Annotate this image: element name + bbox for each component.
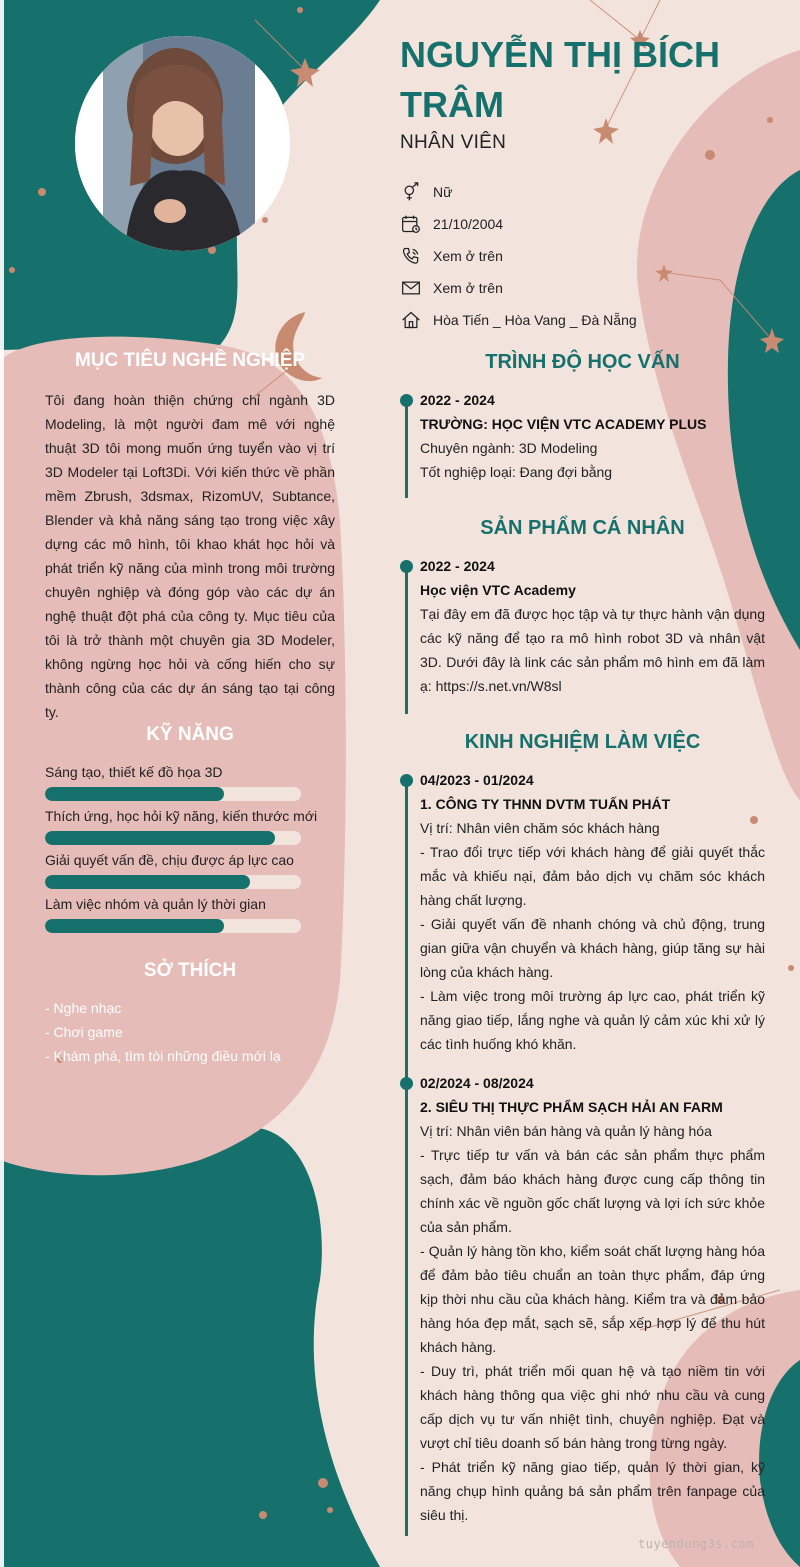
project-text: Tại đây em đã được học tập và tự thực hành vận dụng các kỹ năng để tạo ra mô hình robot 3D và nhân vật 3D. Dưới đây là link các sản phẩm mô hình em đã làm ạ: https://s.net.vn/W8sl <box>420 606 765 694</box>
contact-phone <box>400 240 780 272</box>
job-detail: - Làm việc trong môi trường áp lực cao, phát triển kỹ năng giao tiếp, lắng nghe và quản lý cảm xúc khi xử lý các tình huống khó khăn. <box>420 988 765 1052</box>
contact-gender-value: Nữ <box>433 184 453 200</box>
hobbies-title: SỞ THÍCH <box>143 960 237 981</box>
job-entry <box>420 768 765 1056</box>
skills-list <box>45 761 335 937</box>
job-company: 2. SIÊU THỊ THỰC PHẨM SẠCH HẢI AN FARM <box>420 1099 723 1115</box>
skill-bar <box>45 831 301 845</box>
candidate-name: NGUYỄN THỊ BÍCH TRÂM <box>400 34 721 125</box>
education-period: 2022 - 2024 <box>420 392 495 408</box>
contact-birthday-value: 21/10/2004 <box>433 216 504 232</box>
contact-email <box>400 272 780 304</box>
project-period: 2022 - 2024 <box>420 558 495 574</box>
phone-icon <box>400 245 422 267</box>
skill-bar-fill <box>45 831 275 845</box>
education-timeline <box>400 388 765 484</box>
experience-timeline <box>400 768 765 1527</box>
skill-bar-fill <box>45 919 224 933</box>
contact-address <box>400 304 780 336</box>
timeline-line <box>405 396 408 498</box>
experience-title: KINH NGHIỆM LÀM VIỆC <box>464 731 701 753</box>
contact-email-value: Xem ở trên <box>433 280 503 296</box>
education-grade: Tốt nghiệp loại: Đang đợi bằng <box>420 464 613 480</box>
projects-timeline <box>400 554 765 698</box>
timeline-line <box>405 562 408 714</box>
skill-item <box>45 893 335 933</box>
skill-label: Làm việc nhóm và quản lý thời gian <box>45 896 266 912</box>
contact-list <box>400 176 780 336</box>
job-company: 1. CÔNG TY THNN DVTM TUẤN PHÁT <box>420 796 671 812</box>
timeline-dot <box>400 560 413 573</box>
job-detail: - Trực tiếp tư vấn và bán các sản phẩm thực phẩm sạch, đảm báo khách hàng được cung cấp thông tin chính xác về nguồn gốc chất lượng và lợi ích sức khỏe của sản phẩm. <box>420 1147 765 1235</box>
job-detail: - Duy trì, phát triển mối quan hệ và tạo niềm tin với khách hàng thông qua việc ghi nhớ nhu cầu và cung cấp dịch vụ tư vấn nhiệt tình, chuyên nghiệp. Đạt và vượt chỉ tiêu doanh số bán hàng trong từng ngày. <box>420 1363 765 1451</box>
skill-label: Thích ứng, học hỏi kỹ năng, kiến thước mới <box>45 808 318 824</box>
timeline-dot <box>400 1077 413 1090</box>
skill-bar <box>45 787 301 801</box>
timeline-dot <box>400 394 413 407</box>
timeline-dot <box>400 774 413 787</box>
education-school: TRƯỜNG: HỌC VIỆN VTC ACADEMY PLUS <box>420 416 707 432</box>
projects-title: SẢN PHẨM CÁ NHÂN <box>480 517 685 539</box>
job-role: Vị trí: Nhân viên chăm sóc khách hàng <box>420 820 660 836</box>
skill-item <box>45 849 335 889</box>
skill-bar-fill <box>45 787 224 801</box>
job-title: NHÂN VIÊN <box>400 132 507 153</box>
skill-label: Giải quyết vấn đề, chịu được áp lực cao <box>45 852 294 868</box>
skills-title: KỸ NĂNG <box>146 724 234 745</box>
profile-photo <box>75 36 290 251</box>
education-major: Chuyên ngành: 3D Modeling <box>420 440 598 456</box>
job-detail: - Quản lý hàng tồn kho, kiểm soát chất lượng hàng hóa để đảm bảo tiêu chuẩn an toàn thực phẩm, đáp ứng kịp thời nhu cầu của khách hàng. Kiểm tra và đảm bảo hàng hóa đẹp mắt, sạch sẽ, sắp xếp hợp lý để thu hút khách hàng. <box>420 1243 765 1355</box>
skill-item <box>45 761 335 801</box>
skill-bar <box>45 875 301 889</box>
mail-icon <box>400 277 422 299</box>
job-entry <box>420 1071 765 1527</box>
skill-label: Sáng tạo, thiết kế đồ họa 3D <box>45 764 223 780</box>
hobbies-list <box>45 996 335 1068</box>
gender-icon <box>400 181 422 203</box>
skill-bar <box>45 919 301 933</box>
calendar-icon <box>400 213 422 235</box>
hobby-item: - Chơi game <box>45 1024 123 1040</box>
contact-address-value: Hòa Tiến _ Hòa Vang _ Đà Nẵng <box>433 312 637 328</box>
contact-birthday <box>400 208 780 240</box>
hobby-item: - Nghe nhạc <box>45 1000 122 1016</box>
objective-title: MỤC TIÊU NGHỀ NGHIỆP <box>74 350 306 371</box>
contact-gender <box>400 176 780 208</box>
objective-text: Tôi đang hoàn thiện chứng chỉ ngành 3D Modeling, là một người đam mê với nghệ thuật 3D tôi mong muốn ứng tuyển vào vị trí 3D Modeler tại Loft3Di. Với kiến thức về phần mềm Zbrush, 3dsmax, RizomUV, Subtance, Blender và khả năng sáng tạo trong việc xây dựng các mô hình, tôi khao khát học hỏi và phát triển kỹ năng của mình trong môi trường chuyên nghiệp và đóng góp vào các dự án nghệ thuật đột phá của công ty. Mục tiêu của tôi là trở thành một chuyên gia 3D Modeler, không ngừng học hỏi và cống hiến cho sự thành công của các dự án sáng tạo tại công ty. <box>45 392 335 720</box>
education-title: TRÌNH ĐỘ HỌC VẤN <box>485 351 680 373</box>
contact-phone-value: Xem ở trên <box>433 248 503 264</box>
job-detail: - Trao đổi trực tiếp với khách hàng để giải quyết thắc mắc và khiếu nại, đảm bảo dịch vụ chăm sóc khách hàng chất lượng. <box>420 844 765 908</box>
skill-bar-fill <box>45 875 250 889</box>
job-period: 04/2023 - 01/2024 <box>420 772 534 788</box>
job-detail: - Phát triển kỹ năng giao tiếp, quản lý thời gian, kỹ năng chụp hình quảng bá sản phẩm trên fanpage của siêu thị. <box>420 1459 765 1523</box>
job-period: 02/2024 - 08/2024 <box>420 1075 534 1091</box>
job-role: Vị trí: Nhân viên bán hàng và quản lý hàng hóa <box>420 1123 712 1139</box>
watermark: tuyendung3s.com <box>638 1537 754 1551</box>
home-icon <box>400 309 422 331</box>
job-detail: - Giải quyết vấn đề nhanh chóng và chủ động, trung gian giữa vận chuyển và khách hàng, giúp tăng sự hài lòng của khách hàng. <box>420 916 765 980</box>
hobby-item: - Khám phá, tìm tòi những điều mới lạ <box>45 1048 281 1064</box>
skill-item <box>45 805 335 845</box>
timeline-line <box>405 776 408 1536</box>
project-org: Học viện VTC Academy <box>420 582 576 598</box>
